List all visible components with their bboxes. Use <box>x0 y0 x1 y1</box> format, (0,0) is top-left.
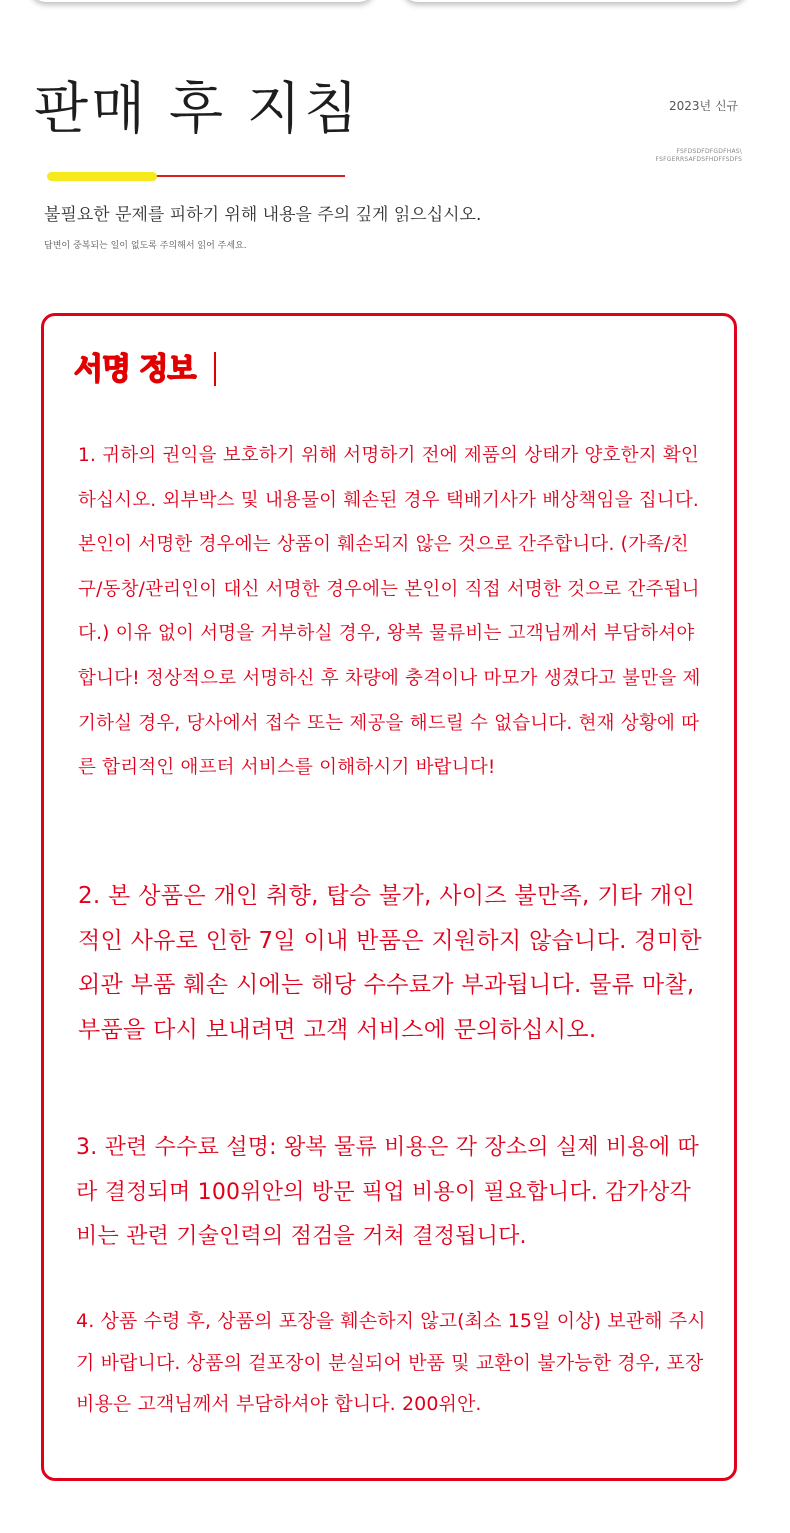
code-line: FSFDSDFDFGDFHAS\ <box>676 148 742 155</box>
policy-paragraph-1: 1. 귀하의 권익을 보호하기 위해 서명하기 전에 제품의 상태가 양호한지 확인하십시오. 외부박스 및 내용물이 훼손된 경우 택배기사가 배상책임을 집니다. 본인이 서명한 경우에는 상품이 훼손되지 않은 것으로 간주합니다. (가족/친구/동창/관리인이 대신 서명한 경우에는 본인이 직접 서명한 것으로 간주됩니다.) 이유 없이 서명을 거부하실 경우, 왕복 물류비는 고객님께서 부담하셔야 합니다! 정상적으로 서명하신 후 차량에 충격이나 마모가 생겼다고 불만을 제기하실 경우, 당사에서 접수 또는 제공을 해드릴 수 없습니다. 현재 상황에 따른 합리적인 애프터 서비스를 이해하시기 바랍니다! <box>78 445 701 779</box>
year-tag: 2023년 신규 <box>669 99 739 113</box>
signature-info-heading: 서명 정보 <box>74 352 196 387</box>
intro-subtitle: 불필요한 문제를 피하기 위해 내용을 주의 깊게 읽으십시오. <box>44 205 482 225</box>
policy-paragraph-4: 4. 상품 수령 후, 상품의 포장을 훼손하지 않고(최소 15일 이상) 보관해 주시기 바랍니다. 상품의 겉포장이 분실되어 반품 및 교환이 불가능한 경우, 포장비용은 고객님께서 부담하셔야 합니다. 200위안. <box>76 1310 706 1415</box>
page-title: 판매 후 지침 <box>34 77 362 142</box>
accent-highlight-bar <box>47 172 157 181</box>
code-line: FSFGERRSAFDSFHDFFSDFS <box>655 156 742 163</box>
code-lines <box>600 148 742 164</box>
heading-cursor-mark <box>214 352 216 386</box>
top-card-right <box>402 0 747 2</box>
policy-paragraph-3: 3. 관련 수수료 설명: 왕복 물류 비용은 각 장소의 실제 비용에 따라 결정되며 100위안의 방문 픽업 비용이 필요합니다. 감가상각비는 관련 기술인력의 점검을 거쳐 결정됩니다. <box>76 1135 699 1249</box>
intro-note: 답변이 중복되는 일이 없도록 주의해서 읽어 주세요. <box>44 241 247 251</box>
top-card-left <box>30 0 375 2</box>
policy-paragraph-2: 2. 본 상품은 개인 취향, 탑승 불가, 사이즈 불만족, 기타 개인적인 사유로 인한 7일 이내 반품은 지원하지 않습니다. 경미한 외관 부품 훼손 시에는 해당 수수료가 부과됩니다. 물류 마찰, 부품을 다시 보내려면 고객 서비스에 문의하십시오. <box>78 883 702 1043</box>
